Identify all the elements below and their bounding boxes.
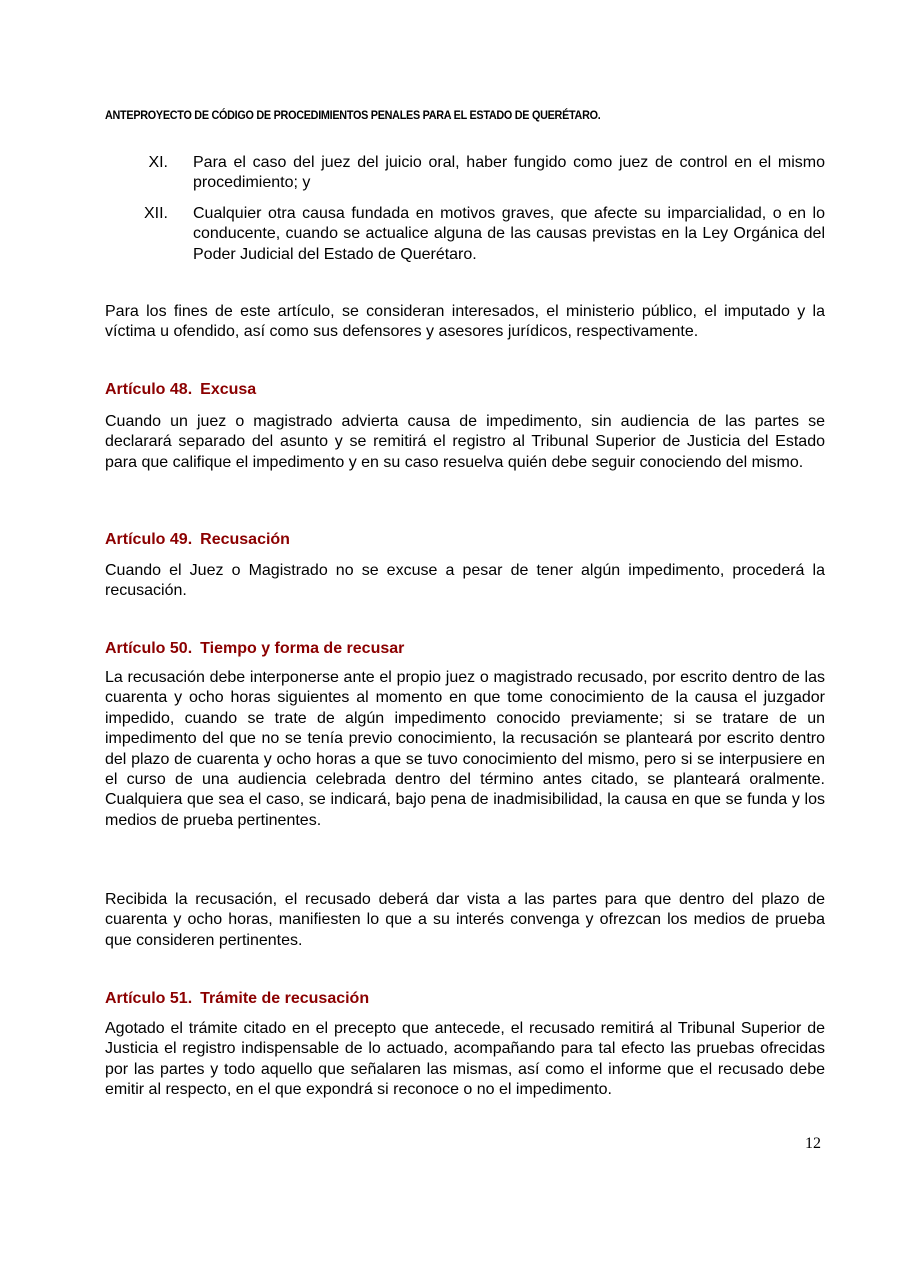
- paragraph-interesados: Para los fines de este artículo, se consideran interesados, el ministerio público, el imputado y la víctima u ofendido, así como sus defensores y asesores jurídicos, respectivamente.: [105, 303, 825, 341]
- article-48-paragraph: Cuando un juez o magistrado advierta causa de impedimento, sin audiencia de las partes se declarará separado del asunto y se remitirá el registro al Tribunal Superior de Justicia del Estado para que califique el impedimento y en su caso resuelva quién debe seguir conociendo del mismo.: [105, 413, 825, 471]
- list-numeral: XII.: [143, 205, 168, 222]
- article-title: Tiempo y forma de recusar: [200, 640, 405, 657]
- list-text: Cualquier otra causa fundada en motivos graves, que afecte su imparcialidad, o en lo conducente, cuando se actualice alguna de las causas previstas en la Ley Orgánica del Poder Judicial del Estado de Querétaro.: [193, 205, 825, 263]
- list-text: Para el caso del juez del juicio oral, haber fungido como juez de control en el mismo procedimiento; y: [193, 154, 825, 192]
- article-heading-49: [105, 531, 290, 549]
- article-heading-50: [105, 640, 404, 658]
- article-51-paragraph: Agotado el trámite citado en el precepto que antecede, el recusado remitirá al Tribunal Superior de Justicia el registro indispensable de lo actuado, acompañando para tal efecto las pruebas ofrecidas por las partes y todo aquello que señalaren las mismas, así como el informe que el recusado debe emitir al respecto, en el que expondrá si reconoce o no el impedimento.: [105, 1020, 825, 1099]
- page-number: 12: [805, 1135, 821, 1152]
- article-number: Artículo 51.: [105, 990, 193, 1007]
- article-50-paragraph: La recusación debe interponerse ante el propio juez o magistrado recusado, por escrito dentro de las cuarenta y ocho horas siguientes al momento en que tome conocimiento de la causa el juzgador impedido, cuando se trate de algún impedimento conocido previamente; si se tratare de un impedimento del que no se tenía previo conocimiento, la recusación se planteará por escrito dentro del plazo de cuarenta y ocho horas a que se tuvo conocimiento del mismo, pero si se interpusiere en el curso de una audiencia celebrada dentro del término antes citado, se planteará oralmente. Cualquiera que sea el caso, se indicará, bajo pena de inadmisibilidad, la causa en que se funda y los medios de prueba pertinentes.: [105, 669, 825, 829]
- list-numeral: XI.: [148, 154, 168, 171]
- article-50-paragraph: Recibida la recusación, el recusado deberá dar vista a las partes para que dentro del plazo de cuarenta y ocho horas, manifiesten lo que a su interés convenga y ofrezcan los medios de prueba que consideren pertinentes.: [105, 891, 825, 949]
- article-heading-48: [105, 381, 256, 399]
- article-number: Artículo 49.: [105, 531, 193, 548]
- article-title: Excusa: [200, 381, 257, 398]
- document-header: ANTEPROYECTO DE CÓDIGO DE PROCEDIMIENTOS PENALES PARA EL ESTADO DE QUERÉTARO.: [105, 108, 601, 122]
- list-item: [105, 153, 825, 194]
- article-49-paragraph: Cuando el Juez o Magistrado no se excuse a pesar de tener algún impedimento, procederá la recusación.: [105, 562, 825, 600]
- list-item: [105, 204, 825, 265]
- article-heading-51: [105, 990, 369, 1008]
- article-title: Recusación: [200, 531, 290, 548]
- article-number: Artículo 48.: [105, 381, 193, 398]
- article-title: Trámite de recusación: [200, 990, 370, 1007]
- article-number: Artículo 50.: [105, 640, 193, 657]
